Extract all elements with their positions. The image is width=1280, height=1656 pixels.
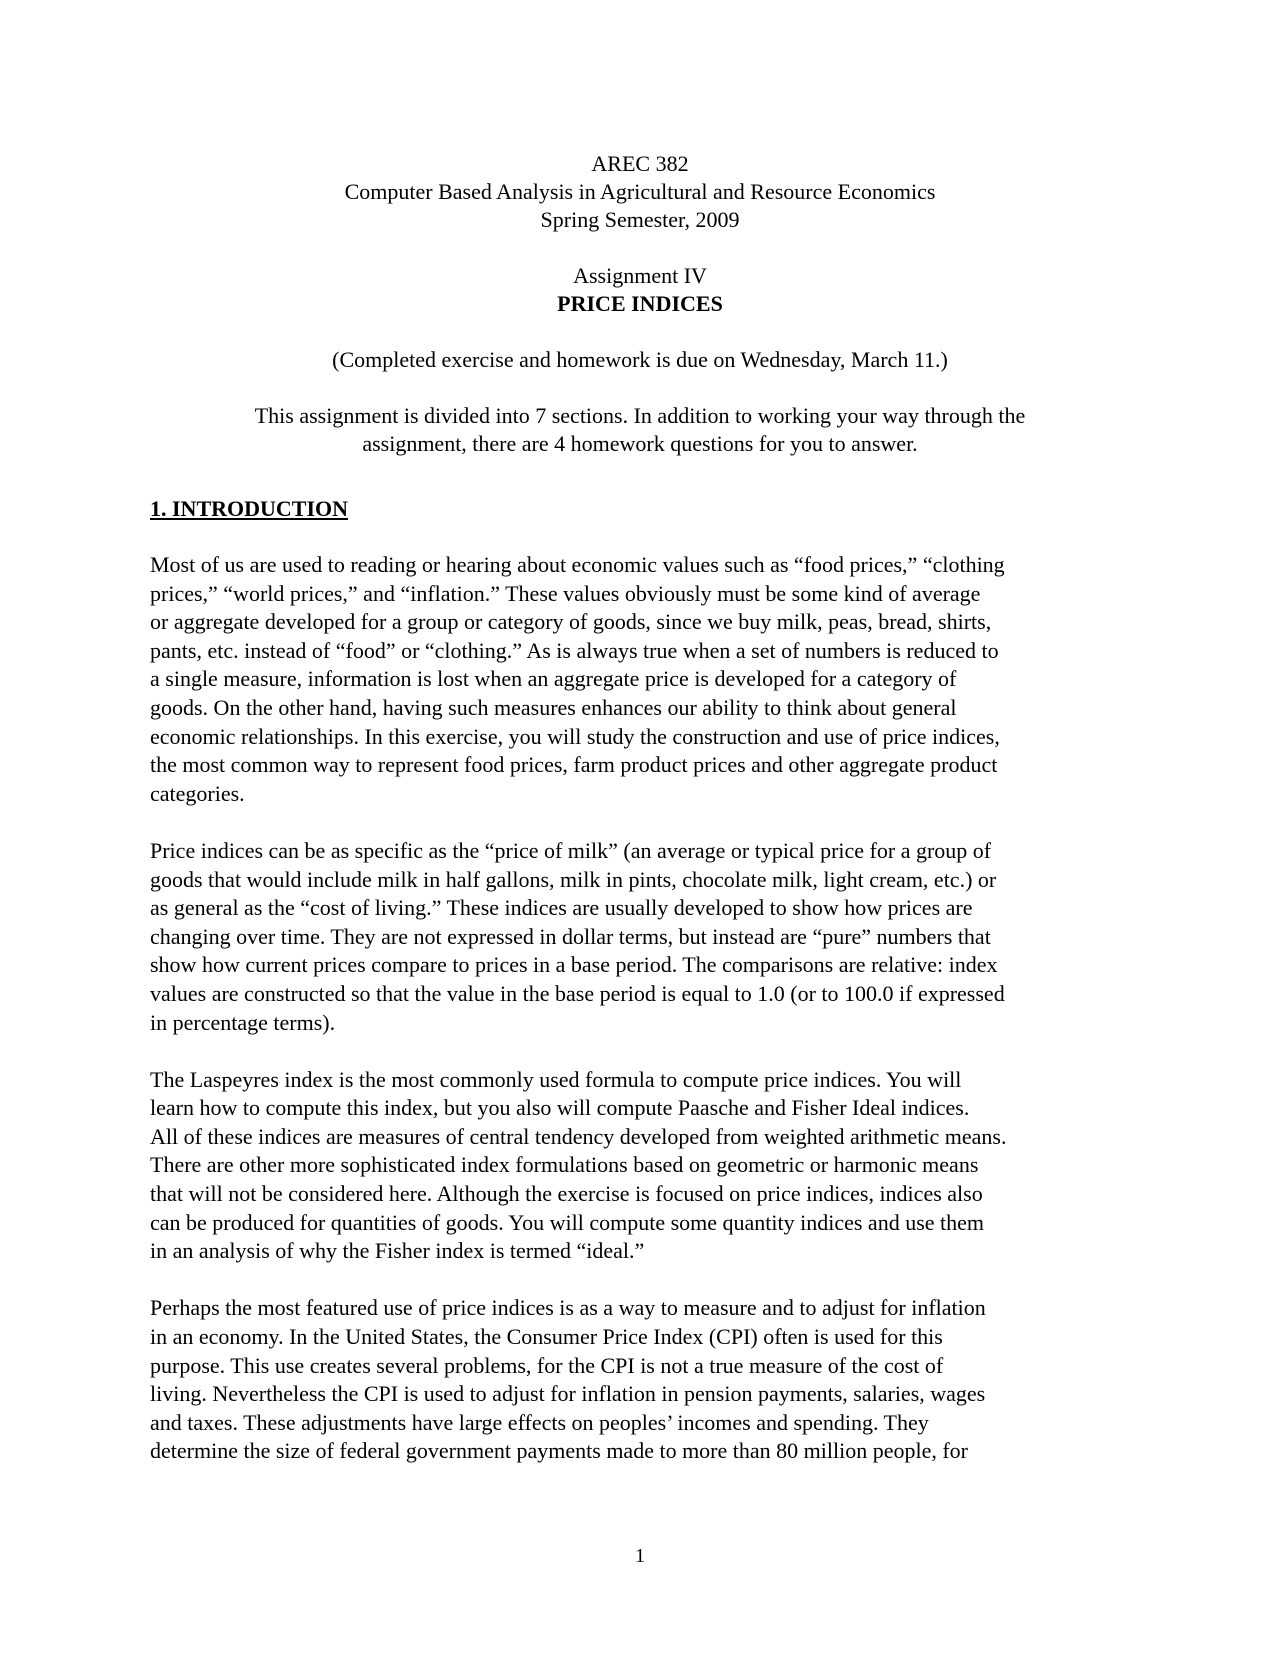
spacer xyxy=(150,234,1130,262)
text-line: economic relationships. In this exercise, you will study the construction and use of price indices, xyxy=(150,723,1000,749)
text-line: in percentage terms). xyxy=(150,1009,336,1035)
text-line: a single measure, information is lost when an aggregate price is developed for a category of xyxy=(150,666,957,692)
text-line: determine the size of federal government payments made to more than 80 million people, for xyxy=(150,1438,969,1464)
text-line: pants, etc. instead of “food” or “clothing.” As is always true when a set of numbers is reduced to xyxy=(150,637,999,663)
overview-line: This assignment is divided into 7 sections. In addition to working your way through the xyxy=(254,403,1026,428)
semester: Spring Semester, 2009 xyxy=(540,207,740,232)
course-code: AREC 382 xyxy=(591,151,689,176)
text-line: Price indices can be as specific as the “price of milk” (an average or typical price for a group of xyxy=(150,837,992,863)
paragraph-1 xyxy=(150,551,1130,808)
course-title: Computer Based Analysis in Agricultural and Resource Economics xyxy=(344,179,936,204)
text-line: in an economy. In the United States, the Consumer Price Index (CPI) often is used for this xyxy=(150,1324,943,1350)
text-line: learn how to compute this index, but you also will compute Paasche and Fisher Ideal indices. xyxy=(150,1095,970,1121)
document-header xyxy=(150,150,1130,458)
text-line: categories. xyxy=(150,780,245,806)
assignment-number: Assignment IV xyxy=(573,263,707,288)
text-line: goods. On the other hand, having such measures enhances our ability to think about general xyxy=(150,694,957,720)
text-line: or aggregate developed for a group or category of goods, since we buy milk, peas, bread, shirts, xyxy=(150,609,992,635)
spacer xyxy=(150,318,1130,346)
paragraph-3 xyxy=(150,1066,1130,1266)
due-note: (Completed exercise and homework is due on Wednesday, March 11.) xyxy=(332,347,948,372)
document-body xyxy=(150,495,1130,1495)
page-number: 1 xyxy=(635,1545,645,1567)
text-line: Perhaps the most featured use of price indices is as a way to measure and to adjust for inflation xyxy=(150,1295,986,1321)
text-line: purpose. This use creates several problems, for the CPI is not a true measure of the cost of xyxy=(150,1352,944,1378)
text-line: Most of us are used to reading or hearing about economic values such as “food prices,” “clothing xyxy=(150,552,1005,577)
paragraph-2 xyxy=(150,837,1130,1037)
text-line: can be produced for quantities of goods. You will compute some quantity indices and use them xyxy=(150,1209,985,1235)
text-line: living. Nevertheless the CPI is used to adjust for inflation in pension payments, salaries, wages xyxy=(150,1381,986,1407)
text-line: The Laspeyres index is the most commonly used formula to compute price indices. You will xyxy=(150,1066,962,1092)
text-line: as general as the “cost of living.” These indices are usually developed to show how prices are xyxy=(150,895,973,921)
paragraph-4 xyxy=(150,1294,1130,1466)
text-line: goods that would include milk in half gallons, milk in pints, chocolate milk, light cream, etc.) or xyxy=(150,866,997,892)
text-line: There are other more sophisticated index formulations based on geometric or harmonic means xyxy=(150,1152,979,1178)
assignment-title: PRICE INDICES xyxy=(557,291,723,316)
overview-line: assignment, there are 4 homework questions for you to answer. xyxy=(362,431,918,456)
spacer xyxy=(150,374,1130,402)
text-line: and taxes. These adjustments have large effects on peoples’ incomes and spending. They xyxy=(150,1409,929,1435)
text-line: values are constructed so that the value in the base period is equal to 1.0 (or to 100.0 if expressed xyxy=(150,980,1005,1006)
text-line: that will not be considered here. Although the exercise is focused on price indices, indices also xyxy=(150,1181,983,1207)
text-line: show how current prices compare to prices in a base period. The comparisons are relative: index xyxy=(150,952,998,978)
text-line: All of these indices are measures of central tendency developed from weighted arithmetic means. xyxy=(150,1123,1007,1149)
text-line: prices,” “world prices,” and “inflation.” These values obviously must be some kind of average xyxy=(150,580,981,606)
text-line: the most common way to represent food prices, farm product prices and other aggregate product xyxy=(150,752,998,778)
section-heading: 1. INTRODUCTION xyxy=(150,496,349,521)
text-line: in an analysis of why the Fisher index is termed “ideal.” xyxy=(150,1238,645,1264)
text-line: changing over time. They are not expressed in dollar terms, but instead are “pure” numbers that xyxy=(150,923,991,949)
